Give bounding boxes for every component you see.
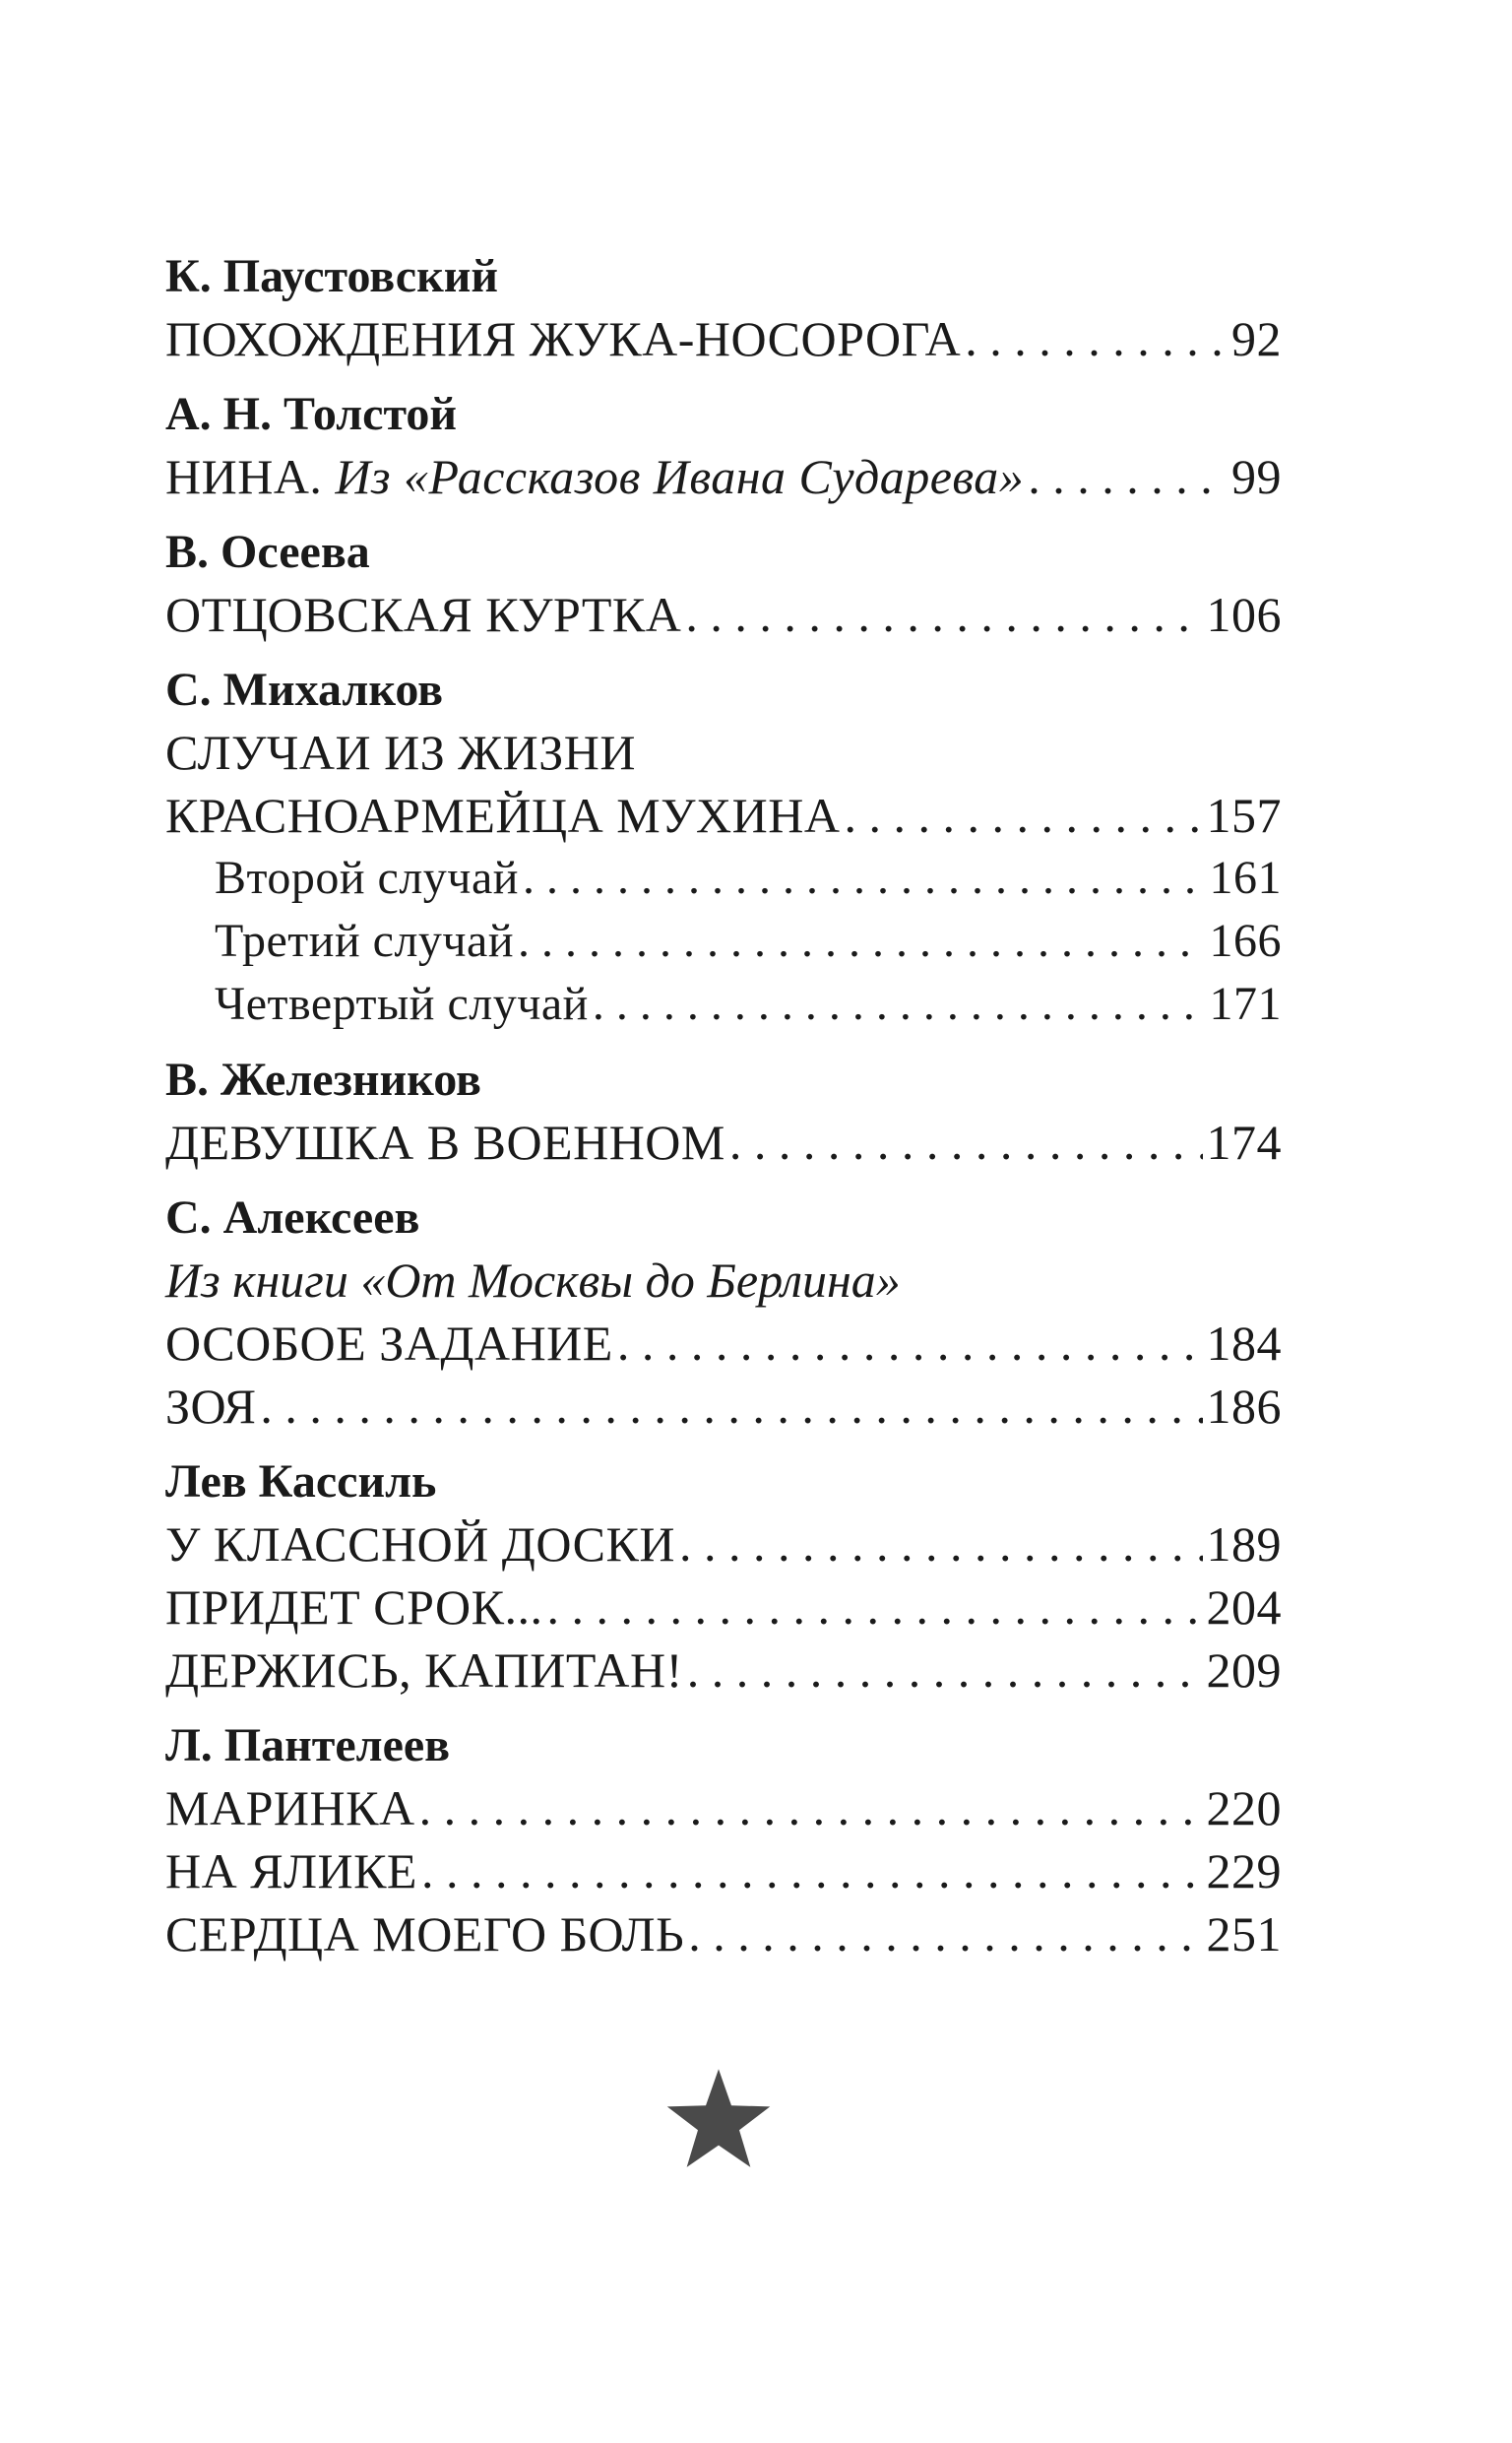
- collection-subtitle: Из книги «От Москвы до Берлина»: [165, 1253, 901, 1308]
- page-number: 161: [1209, 852, 1282, 904]
- toc-entry-title-line[interactable]: [165, 721, 1282, 784]
- star-icon: [664, 2066, 773, 2174]
- entry-title: МАРИНКА: [165, 1780, 415, 1835]
- page-number: 171: [1209, 978, 1282, 1030]
- page-number: 106: [1206, 587, 1282, 642]
- toc-entry[interactable]: [165, 1639, 1282, 1702]
- toc-section: [165, 1050, 1282, 1174]
- toc-entry[interactable]: [165, 1111, 1282, 1174]
- toc-section: [165, 1715, 1282, 1965]
- dot-leader: [729, 1111, 1203, 1174]
- toc-entry[interactable]: [165, 1512, 1282, 1575]
- author-name: В. Железников: [165, 1054, 481, 1106]
- toc-section: [165, 1451, 1282, 1702]
- page-number: 186: [1206, 1379, 1282, 1434]
- author-name: В. Осеева: [165, 526, 370, 578]
- dot-leader: [518, 910, 1205, 973]
- page-number: 184: [1206, 1316, 1282, 1371]
- page-number: 174: [1206, 1115, 1282, 1170]
- entry-title: ПРИДЕТ СРОК...: [165, 1579, 543, 1635]
- toc-entry[interactable]: [165, 583, 1282, 646]
- entry-title: У КЛАССНОЙ ДОСКИ: [165, 1516, 675, 1572]
- dot-leader: [845, 784, 1203, 847]
- entry-title: ДЕВУШКА В ВОЕННОМ: [165, 1115, 725, 1170]
- author-name: С. Алексеев: [165, 1191, 420, 1244]
- dot-leader: [687, 1639, 1203, 1702]
- entry-title: ПОХОЖДЕНИЯ ЖУКА-НОСОРОГА: [165, 311, 962, 366]
- author-name: А. Н. Толстой: [165, 388, 458, 440]
- toc-section: [165, 522, 1282, 646]
- toc-section: [165, 246, 1282, 370]
- entry-title: ЗОЯ: [165, 1379, 257, 1434]
- toc-subentry[interactable]: [165, 973, 1282, 1036]
- entry-title: НА ЯЛИКЕ: [165, 1843, 417, 1898]
- page-number: 189: [1206, 1516, 1282, 1572]
- page-number: 251: [1206, 1906, 1282, 1961]
- dot-leader: [593, 973, 1206, 1036]
- entry-title: ОСОБОЕ ЗАДАНИЕ: [165, 1316, 613, 1371]
- page-number: 99: [1231, 449, 1282, 504]
- dot-leader: [419, 1776, 1203, 1839]
- author-name: Лев Кассиль: [165, 1455, 437, 1508]
- entry-title: СЕРДЦА МОЕГО БОЛЬ: [165, 1906, 685, 1961]
- dot-leader: [260, 1375, 1202, 1438]
- dot-leader: [679, 1512, 1203, 1575]
- page-number: 92: [1231, 311, 1282, 366]
- toc-subentry[interactable]: [165, 847, 1282, 910]
- page-number: 220: [1206, 1780, 1282, 1835]
- page-number: 166: [1209, 915, 1282, 967]
- entry-title: Третий случай: [215, 915, 515, 967]
- entry-title-italic: Из «Рассказов Ивана Сударева»: [335, 449, 1025, 504]
- page-number: 204: [1206, 1579, 1282, 1635]
- toc-section: [165, 384, 1282, 508]
- table-of-contents: [165, 246, 1282, 1979]
- toc-entry[interactable]: [165, 1375, 1282, 1438]
- entry-title: КРАСНОАРМЕЙЦА МУХИНА: [165, 788, 841, 843]
- entry-title: Второй случай: [215, 852, 519, 904]
- toc-entry[interactable]: [165, 1776, 1282, 1839]
- page-number: 229: [1206, 1843, 1282, 1898]
- dot-leader: [688, 1902, 1202, 1965]
- toc-entry[interactable]: [165, 1312, 1282, 1375]
- toc-subentry[interactable]: [165, 910, 1282, 973]
- dot-leader: [523, 847, 1206, 910]
- entry-title: ОТЦОВСКАЯ КУРТКА: [165, 587, 682, 642]
- entry-title: СЛУЧАИ ИЗ ЖИЗНИ: [165, 725, 636, 780]
- author-name: Л. Пантелеев: [165, 1719, 451, 1771]
- toc-entry[interactable]: [165, 1575, 1282, 1639]
- entry-title-main: НИНА.: [165, 449, 336, 504]
- page-number: 209: [1206, 1642, 1282, 1698]
- toc-section: [165, 660, 1282, 1036]
- dot-leader: [617, 1312, 1203, 1375]
- author-name: К. Паустовский: [165, 250, 499, 302]
- entry-title: [165, 445, 1024, 508]
- dot-leader: [965, 307, 1228, 370]
- dot-leader: [421, 1839, 1203, 1902]
- page-number: 157: [1206, 788, 1282, 843]
- toc-entry[interactable]: [165, 307, 1282, 370]
- author-name: С. Михалков: [165, 664, 444, 716]
- dot-leader: [546, 1575, 1202, 1639]
- toc-section: [165, 1188, 1282, 1438]
- entry-title: ДЕРЖИСЬ, КАПИТАН!: [165, 1642, 683, 1698]
- dot-leader: [685, 583, 1202, 646]
- toc-entry[interactable]: [165, 1839, 1282, 1902]
- toc-entry[interactable]: [165, 445, 1282, 508]
- dot-leader: [1028, 445, 1228, 508]
- toc-entry[interactable]: [165, 784, 1282, 847]
- toc-entry[interactable]: [165, 1902, 1282, 1965]
- entry-title: Четвертый случай: [215, 978, 589, 1030]
